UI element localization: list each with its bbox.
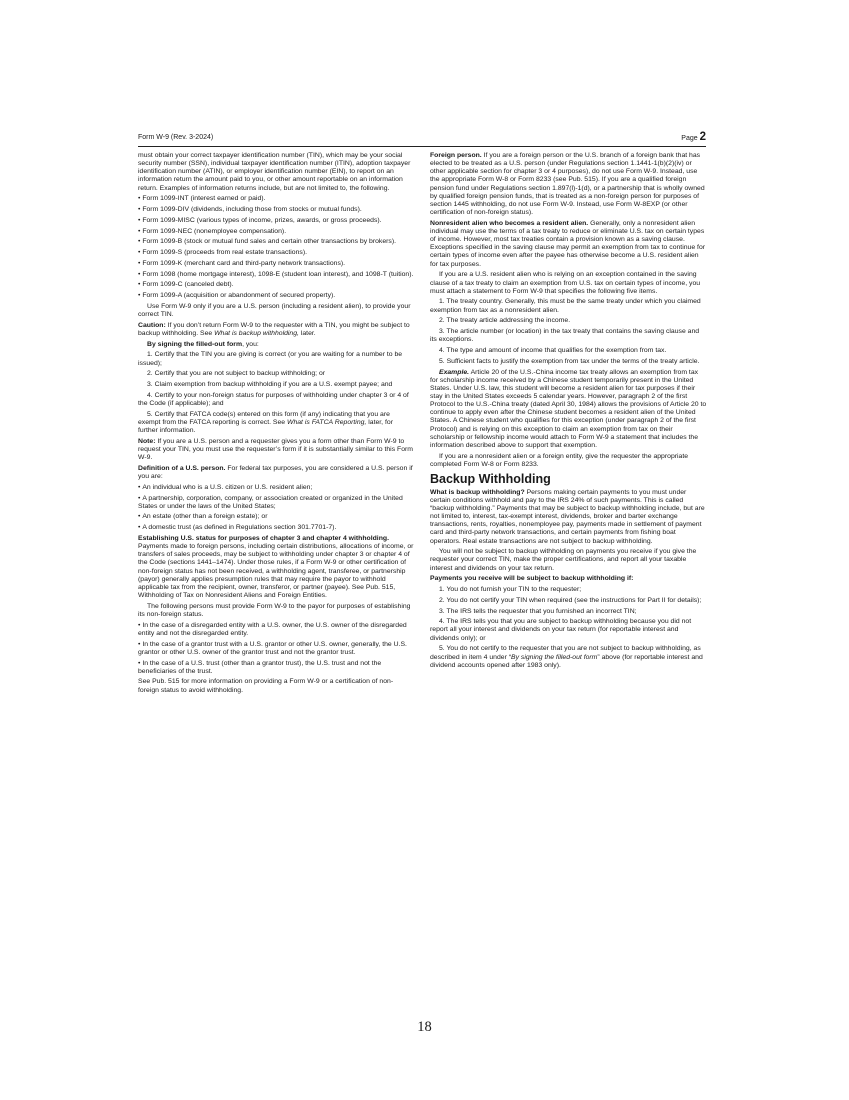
list-item: • Form 1099-A (acquisition or abandonment of secured property). — [138, 292, 414, 300]
page-number-footer: 18 — [417, 1019, 432, 1035]
list-item: • Form 1099-C (canceled debt). — [138, 281, 414, 289]
use-form-paragraph: Use Form W-9 only if you are a U.S. person (including a resident alien), to provide your correct TIN. — [138, 302, 411, 319]
list-item: • Form 1099-MISC (various types of income, prizes, awards, or gross proceeds). — [138, 217, 414, 225]
fatca-end: later, for further information. — [138, 418, 393, 435]
caution-text: If you don’t return Form W-9 to the requester with a TIN, you might be subject to backup withholding. See — [138, 321, 410, 337]
following-paragraph: The following persons must provide Form W-9 to the payor for purposes of establishing its non-foreign status. — [138, 602, 411, 618]
caution-paragraph — [138, 322, 414, 338]
list-item: • A domestic trust (as defined in Regulations section 301.7701-7). — [138, 524, 414, 532]
definition-text: For federal tax purposes, you are considered a U.S. person if you are: — [138, 464, 413, 481]
list-item: • Form 1099-NEC (nonemployee compensation). — [138, 228, 414, 236]
establishing-paragraph — [138, 535, 414, 600]
list-item: • Form 1099-DIV (dividends, including those from stocks or mutual funds). — [138, 206, 414, 214]
list-item: • A partnership, corporation, company, or association created or organized in the United States or under the laws of the United States; — [138, 495, 414, 511]
note-label: Note: — [138, 437, 156, 445]
fatca-text: 5. Certify that FATCA code(s) entered on this form (if any) indicating that you are exempt from the FATCA reporting is correct. See — [138, 410, 390, 426]
certify-item: 3. Claim exemption from backup withholding if you are a U.S. exempt payee; and — [147, 381, 393, 389]
left-column — [138, 152, 414, 697]
certify-item: 2. Certify that you are not subject to backup withholding; or — [147, 370, 326, 378]
treaty-item: 1. The treaty country. Generally, this must be the same treaty under which you claimed exemption from tax as a nonresident alien. — [430, 298, 701, 314]
backup-withholding-label: What is backup withholding? — [430, 488, 525, 496]
treaty-item: 3. The article number (or location) in the tax treaty that contains the saving clause and its exceptions. — [430, 328, 700, 344]
nra-label: Nonresident alien who becomes a resident alien. — [430, 219, 589, 227]
foreign-person-label: Foreign person. — [430, 152, 482, 159]
signing-paragraph — [138, 341, 414, 349]
fatca-paragraph — [138, 411, 414, 435]
list-item: • Form 1099-S (proceeds from real estate transactions). — [138, 249, 414, 257]
list-item: • Form 1099-INT (interest earned or paid). — [138, 195, 414, 203]
backup-withholding-paragraph — [430, 489, 707, 546]
note-text: If you are a U.S. person and a requester gives you a form other than Form W-9 to request your TIN, you must use the requester’s form if it is substantially similar to this Form W-9. — [138, 437, 413, 462]
foreign-person-text: If you are a foreign person or the U.S. branch of a foreign bank that has elected to be treated as a U.S. person (under Regulations section 1.1441-1(b)(2)(iv) or other applicable section for chapter 3 or 4 purposes), do not use Form W-9. Instead, use the appropriate Form W-8 or Form 8233 (see Pub. 515). If you are a qualified foreign pension fund under Regulations section 1.897(l)-1(d), or a partnership that is wholly owned by qualified foreign pension funds, that is treated as a non-foreign person for purposes of section 1445 withholding, do not use Form W-9. Instead, use Form W-8EXP (or other certification of non-foreign status). — [430, 152, 705, 217]
caution-ref: What is backup withholding, — [214, 329, 299, 337]
condition-item: 4. The IRS tells you that you are subject to backup withholding because you did not report all your interest and dividends on your tax return (for reportable interest and dividends only); or — [430, 618, 692, 642]
fatca-ref: What is FATCA Reporting, — [286, 418, 367, 426]
certify-item: 4. Certify to your non-foreign status for purposes of withholding under chapter 3 or 4 of the Code (if applicable); and — [138, 391, 409, 407]
list-item: • An individual who is a U.S. citizen or U.S. resident alien; — [138, 484, 414, 492]
intro-paragraph: must obtain your correct taxpayer identification number (TIN), which may be your social security number (SSN), individual taxpayer identification number (ITIN), adoption taxpayer identification number (ATIN), or employer identification number (EIN), to report on an information return the amount paid to you, or other amount reportable on an information return. Examples of information returns include, but are not limited to, the following. — [138, 152, 411, 192]
list-item: • In the case of a U.S. trust (other than a grantor trust), the U.S. trust and not the beneficiaries of the trust. — [138, 660, 414, 676]
list-item: • Form 1099-K (merchant card and third-party network transactions). — [138, 260, 414, 268]
caution-label: Caution: — [138, 321, 166, 329]
foreign-person-paragraph — [430, 152, 707, 217]
condition-5-text: 5. You do not certify to the requester that you are not subject to backup withholding, as described in item 4 under “ — [430, 645, 701, 661]
establishing-label: Establishing U.S. status for purposes of chapter 3 and chapter 4 withholding. — [138, 534, 389, 542]
note-paragraph — [138, 438, 414, 462]
page-word: Page — [681, 135, 698, 142]
example-paragraph — [430, 369, 707, 451]
form-id: Form W-9 (Rev. 3-2024) — [138, 134, 214, 141]
page-header — [138, 131, 706, 145]
nra-paragraph — [430, 220, 707, 269]
nra-text: Generally, only a nonresident alien individual may use the terms of a tax treaty to reduce or eliminate U.S. tax on certain types of income. However, most tax treaties contain a provision known as a saving clause. Exceptions specified in the saving clause may permit an exemption from tax to continue for certain types of income even after the payee has otherwise become a U.S. resident alien for tax purposes. — [430, 219, 706, 268]
condition-5-end: ” above (for reportable interest and dividend accounts opened after 1983 only). — [430, 653, 703, 669]
list-item: • Form 1098 (home mortgage interest), 1098-E (student loan interest), and 1098-T (tuition). — [138, 271, 414, 279]
caution-end: later. — [298, 329, 316, 337]
condition-item: 2. You do not certify your TIN when required (see the instructions for Part II for details); — [439, 596, 702, 604]
signing-label: By signing the filled-out form — [147, 340, 243, 348]
page-number-header: 2 — [699, 131, 706, 143]
treaty-item: 4. The type and amount of income that qualifies for the exemption from tax. — [439, 347, 667, 354]
header-rule — [138, 146, 706, 147]
definition-label: Definition of a U.S. person. — [138, 464, 226, 472]
certify-item: 1. Certify that the TIN you are giving is correct (or you are waiting for a number to be issued); — [138, 351, 403, 367]
condition-5-ref: By signing the filled-out form — [511, 653, 598, 661]
establishing-text: Payments made to foreign persons, including certain distributions, allocations of income, or transfers of sales proceeds, may be subject to withholding under chapter 3 or chapter 4 of the Code (sections 1441–1474). Under those rules, if a Form W-9 or other certification of non-foreign status has not been received, a withholding agent, transferee, or partnership (payor) generally applies presumption rules that may require the payor to withhold applicable tax from the recipient, owner, transferor, or partner (payee). See Pub. 515, Withholding of Tax on Nonresident Aliens and Foreign Entities. — [138, 543, 414, 600]
list-item: • In the case of a grantor trust with a U.S. grantor or other U.S. owner, generally, the U.S. grantor or other U.S. owner of the grantor trust and not the grantor trust. — [138, 641, 414, 657]
not-subject-paragraph: You will not be subject to backup withholding on payments you receive if you give the requester your correct TIN, make the proper certifications, and report all your taxable interest and dividends on your tax return. — [430, 548, 697, 572]
treaty-item: 2. The treaty article addressing the income. — [439, 317, 571, 325]
condition-item — [430, 645, 707, 669]
list-item: • Form 1099-B (stock or mutual fund sales and certain other transactions by brokers). — [138, 238, 414, 246]
backup-withholding-text: Persons making certain payments to you must under certain conditions withhold and pay to the IRS 24% of such payments. This is called “backup withholding.” Payments that may be subject to backup withholding include, but are not limited to, interest, tax-exempt interest, dividends, broker and barter exchange transactions, rents, royalties, nonemployee pay, payments made in settlement of payment card and third-party network transactions, and certain payments from fishing boat operators. Real estate transactions are not subject to backup withholding. — [430, 488, 705, 545]
example-label: Example. — [439, 368, 470, 376]
payments-subject-heading: Payments you receive will be subject to backup withholding if: — [430, 575, 634, 583]
condition-item: 3. The IRS tells the requester that you furnished an incorrect TIN; — [439, 607, 637, 615]
definition-paragraph — [138, 465, 414, 481]
example-text: Article 20 of the U.S.-China income tax treaty allows an exemption from tax for scholarship income received by a Chinese student temporarily present in the United States. Under U.S. law, this student will become a resident alien for tax purposes if their stay in the United States exceeds 5 calendar years. However, paragraph 2 of the first Protocol to the U.S.-China treaty (dated April 30, 1984) allows the provisions of Article 20 to continue to apply even after the Chinese student becomes a resident alien of the United States. A Chinese student who qualifies for this exception (under paragraph 2 of the first Protocol) and is relying on this exception to claim an exemption from tax on their scholarship or fellowship income would attach to Form W-9 a statement that includes the information described above to support that exemption. — [430, 368, 707, 449]
right-column — [430, 152, 707, 672]
pub515-paragraph: See Pub. 515 for more information on providing a Form W-9 or a certification of non-foreign status to avoid withholding. — [138, 678, 394, 694]
list-item: • In the case of a disregarded entity with a U.S. owner, the U.S. owner of the disregarded entity and not the disregarded entity. — [138, 622, 414, 638]
nonresident-paragraph: If you are a nonresident alien or a foreign entity, give the requester the appropriate completed Form W-8 or Form 8233. — [430, 452, 689, 468]
signing-text: , you: — [242, 340, 259, 348]
page-label — [681, 131, 706, 143]
treaty-item: 5. Sufficient facts to justify the exemption from tax under the terms of the treaty article. — [439, 357, 700, 365]
condition-item: 1. You do not furnish your TIN to the requester; — [439, 586, 582, 594]
list-item: • An estate (other than a foreign estate); or — [138, 513, 414, 521]
backup-withholding-heading: Backup Withholding — [430, 471, 551, 486]
relying-paragraph: If you are a U.S. resident alien who is relying on an exception contained in the saving clause of a tax treaty to claim an exemption from U.S. tax on certain types of income, you must attach a statement to Form W-9 that specifies the following five items. — [430, 271, 701, 295]
